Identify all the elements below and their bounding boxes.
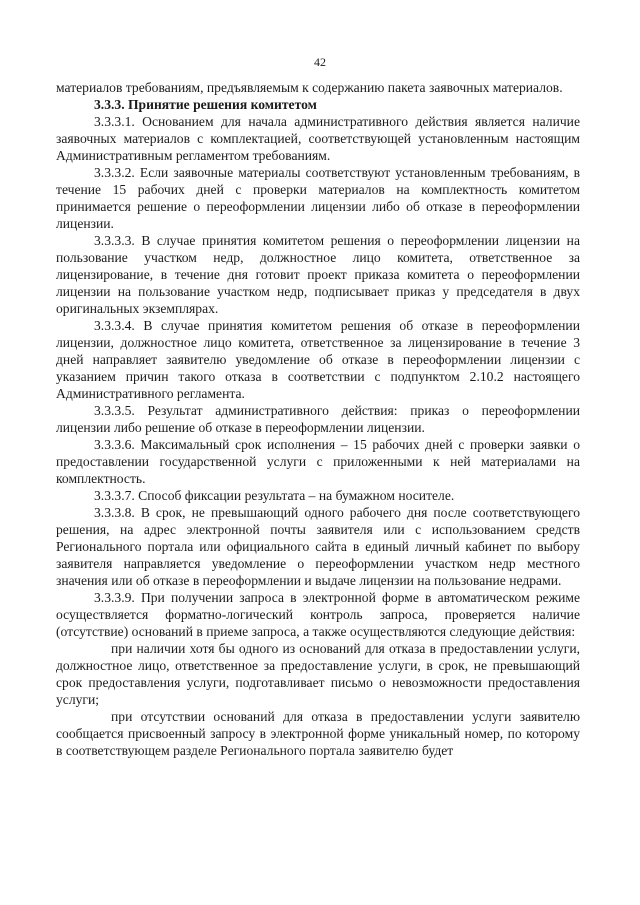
paragraph-3-3-3-4: 3.3.3.4. В случае принятия комитетом решения об отказе в переоформлении лицензии, должностное лицо комитета, ответственное за лицензирование в течение 3 дней направляет заявителю уведомление об отказе в переоформлении лицензии с указанием причин такого отказа в соответствии с подпунктом 2.10.2 настоящего Административного регламента. [56,318,580,401]
list-item-refusal-grounds: при наличии хотя бы одного из оснований для отказа в предоставлении услуги, должностное лицо, ответственное за предоставление услуги, в срок, не превышающий срок предоставления услуги, подготавливает письмо о невозможности предоставления услуги; [56,641,580,707]
paragraph-3-3-3-8: 3.3.3.8. В срок, не превышающий одного рабочего дня после соответствующего решения, на адрес электронной почты заявителя или с использованием средств Регионального портала или официального сайта в единый личный кабинет по выбору заявителя направляется уведомление о переоформлении участком недр местного значения или об отказе в переоформлении и выдаче лицензии на пользование недрами. [56,505,580,588]
paragraph-3-3-3-5: 3.3.3.5. Результат административного действия: приказ о переоформлении лицензии либо решение об отказе в переоформлении лицензии. [56,403,580,435]
paragraph-3-3-3-1: 3.3.3.1. Основанием для начала административного действия является наличие заявочных материалов с комплектацией, соответствующей установленным настоящим Административным регламентом требованиям. [56,114,580,163]
list-item-no-refusal-grounds: при отсутствии оснований для отказа в предоставлении услуги заявителю сообщается присвоенный запросу в электронной форме уникальный номер, по которому в соответствующем разделе Регионального портала заявителю будет [56,709,580,758]
paragraph-3-3-3-3: 3.3.3.3. В случае принятия комитетом решения о переоформлении лицензии на пользование участком недр, должностное лицо комитета, ответственное за лицензирование, в течение дня готовит проект приказа комитета о переоформлении лицензии на пользование участком недр, подписывает приказ у председателя в двух оригинальных экземплярах. [56,233,580,316]
document-body [56,79,580,759]
paragraph-3-3-3-9: 3.3.3.9. При получении запроса в электронной форме в автоматическом режиме осуществляется форматно-логический контроль запроса, проверяется наличие (отсутствие) оснований в приеме запроса, а также осуществляются следующие действия: [56,590,580,639]
section-heading: 3.3.3. Принятие решения комитетом [94,97,317,112]
paragraph-3-3-3-6: 3.3.3.6. Максимальный срок исполнения – 15 рабочих дней с проверки заявки о предоставлении государственной услуги с приложенными к ней материалами на комплектность. [56,437,580,486]
paragraph-materials-continuation: материалов требованиям, предъявляемым к содержанию пакета заявочных материалов. [56,80,563,95]
paragraph-3-3-3-2: 3.3.3.2. Если заявочные материалы соответствуют установленным требованиям, в течение 15 рабочих дней с проверки материалов на комплектность комитетом принимается решение о переоформлении лицензии либо об отказе в переоформлении лицензии. [56,165,580,231]
page-number: 42 [314,55,326,69]
paragraph-3-3-3-7: 3.3.3.7. Способ фиксации результата – на бумажном носителе. [94,488,455,503]
